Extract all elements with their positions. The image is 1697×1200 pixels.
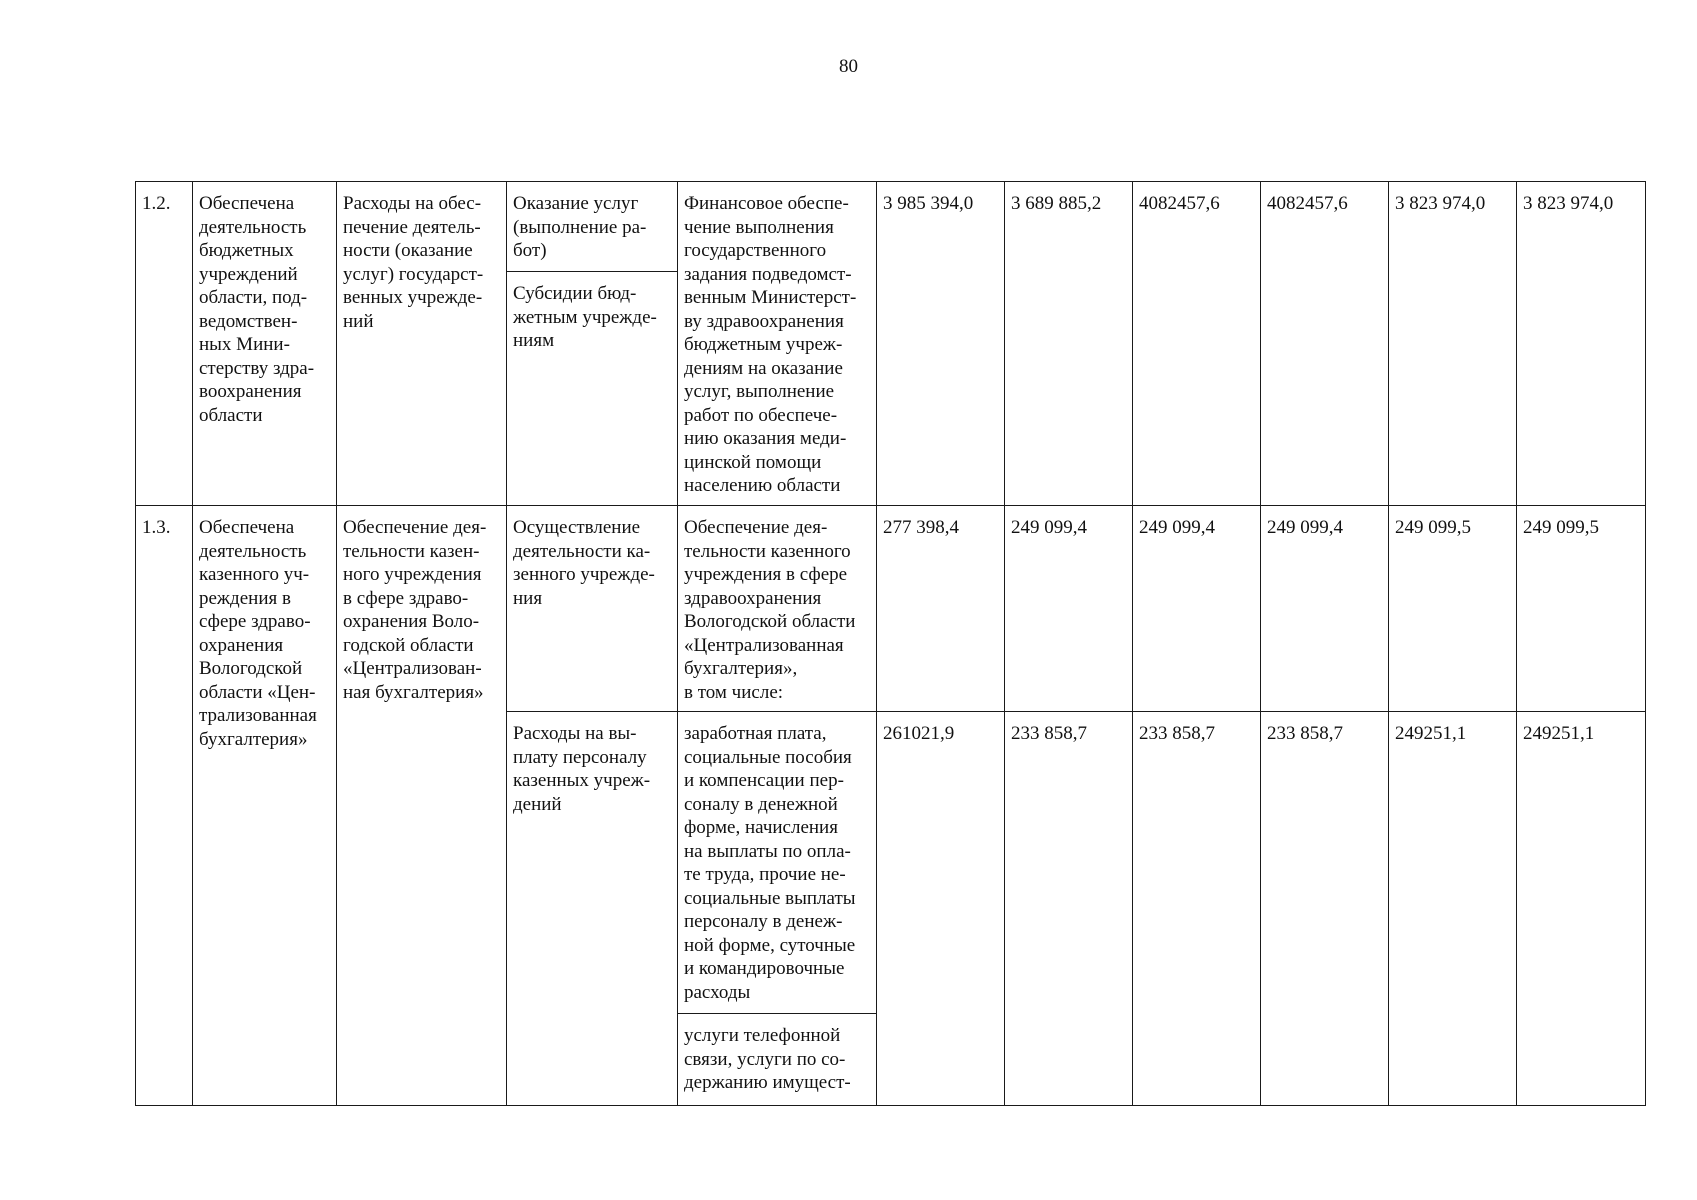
- value-cell: 4082457,6: [1261, 182, 1389, 506]
- purpose-cell: Финансовое обеспе- чение выполнения государственного задания подведомст- венным Министерст- ву здравоохранения бюджетным учреж- дениям на оказание услуг, выполнение работ по обеспече- нию оказания меди- цинской помощи населению области: [678, 182, 877, 506]
- value-cell: 249 099,5: [1517, 506, 1646, 712]
- direction-cell: Осуществление деятельности ка- зенного учрежде- ния: [507, 506, 678, 712]
- program-budget-table: [135, 181, 1646, 1106]
- value-cell: 3 823 974,0: [1389, 182, 1517, 506]
- value-cell: 3 985 394,0: [877, 182, 1005, 506]
- value-cell: 3 823 974,0: [1517, 182, 1646, 506]
- direction-cell: Субсидии бюд- жетным учрежде- ниям: [507, 272, 678, 506]
- value-cell: 249251,1: [1389, 712, 1517, 1106]
- direction-cell: Оказание услуг (выполнение ра- бот): [507, 182, 678, 272]
- value-cell: 3 689 885,2: [1005, 182, 1133, 506]
- purpose-cell: заработная плата, социальные пособия и компенсации пер- соналу в денежной форме, начисления на выплаты по опла- те труда, прочие не- социальные выплаты персоналу в денеж- ной форме, суточные и командировочные расходы: [678, 712, 877, 1014]
- value-cell: 233 858,7: [1005, 712, 1133, 1106]
- table-row: [136, 182, 1646, 272]
- value-cell: 233 858,7: [1261, 712, 1389, 1106]
- expense-cell: Обеспечение дея- тельности казен- ного учреждения в сфере здраво- охранения Воло- годской области «Централизован- ная бухгалтерия»: [337, 506, 507, 1106]
- page-number: 80: [839, 56, 858, 77]
- value-cell: 249 099,5: [1389, 506, 1517, 712]
- task-cell: Обеспечена деятельность бюджетных учреждений области, под- ведомствен- ных Мини- стерству здра- воохранения области: [193, 182, 337, 506]
- purpose-cell: Обеспечение дея- тельности казенного учреждения в сфере здравоохранения Вологодской области «Централизованная бухгалтерия», в том числе:: [678, 506, 877, 712]
- value-cell: 261021,9: [877, 712, 1005, 1106]
- row-index: 1.2.: [136, 182, 193, 506]
- value-cell: 249251,1: [1517, 712, 1646, 1106]
- value-cell: 249 099,4: [1005, 506, 1133, 712]
- value-cell: 233 858,7: [1133, 712, 1261, 1106]
- value-cell: 249 099,4: [1261, 506, 1389, 712]
- expense-cell: Расходы на обес- печение деятель- ности (оказание услуг) государст- венных учрежде- ний: [337, 182, 507, 506]
- direction-cell: Расходы на вы- плату персоналу казенных учреж- дений: [507, 712, 678, 1106]
- row-index: 1.3.: [136, 506, 193, 1106]
- table-row: [136, 506, 1646, 712]
- value-cell: 277 398,4: [877, 506, 1005, 712]
- task-cell: Обеспечена деятельность казенного уч- реждения в сфере здраво- охранения Вологодской области «Цен- трализованная бухгалтерия»: [193, 506, 337, 1106]
- purpose-cell: услуги телефонной связи, услуги по со- держанию имущест-: [678, 1014, 877, 1106]
- value-cell: 249 099,4: [1133, 506, 1261, 712]
- value-cell: 4082457,6: [1133, 182, 1261, 506]
